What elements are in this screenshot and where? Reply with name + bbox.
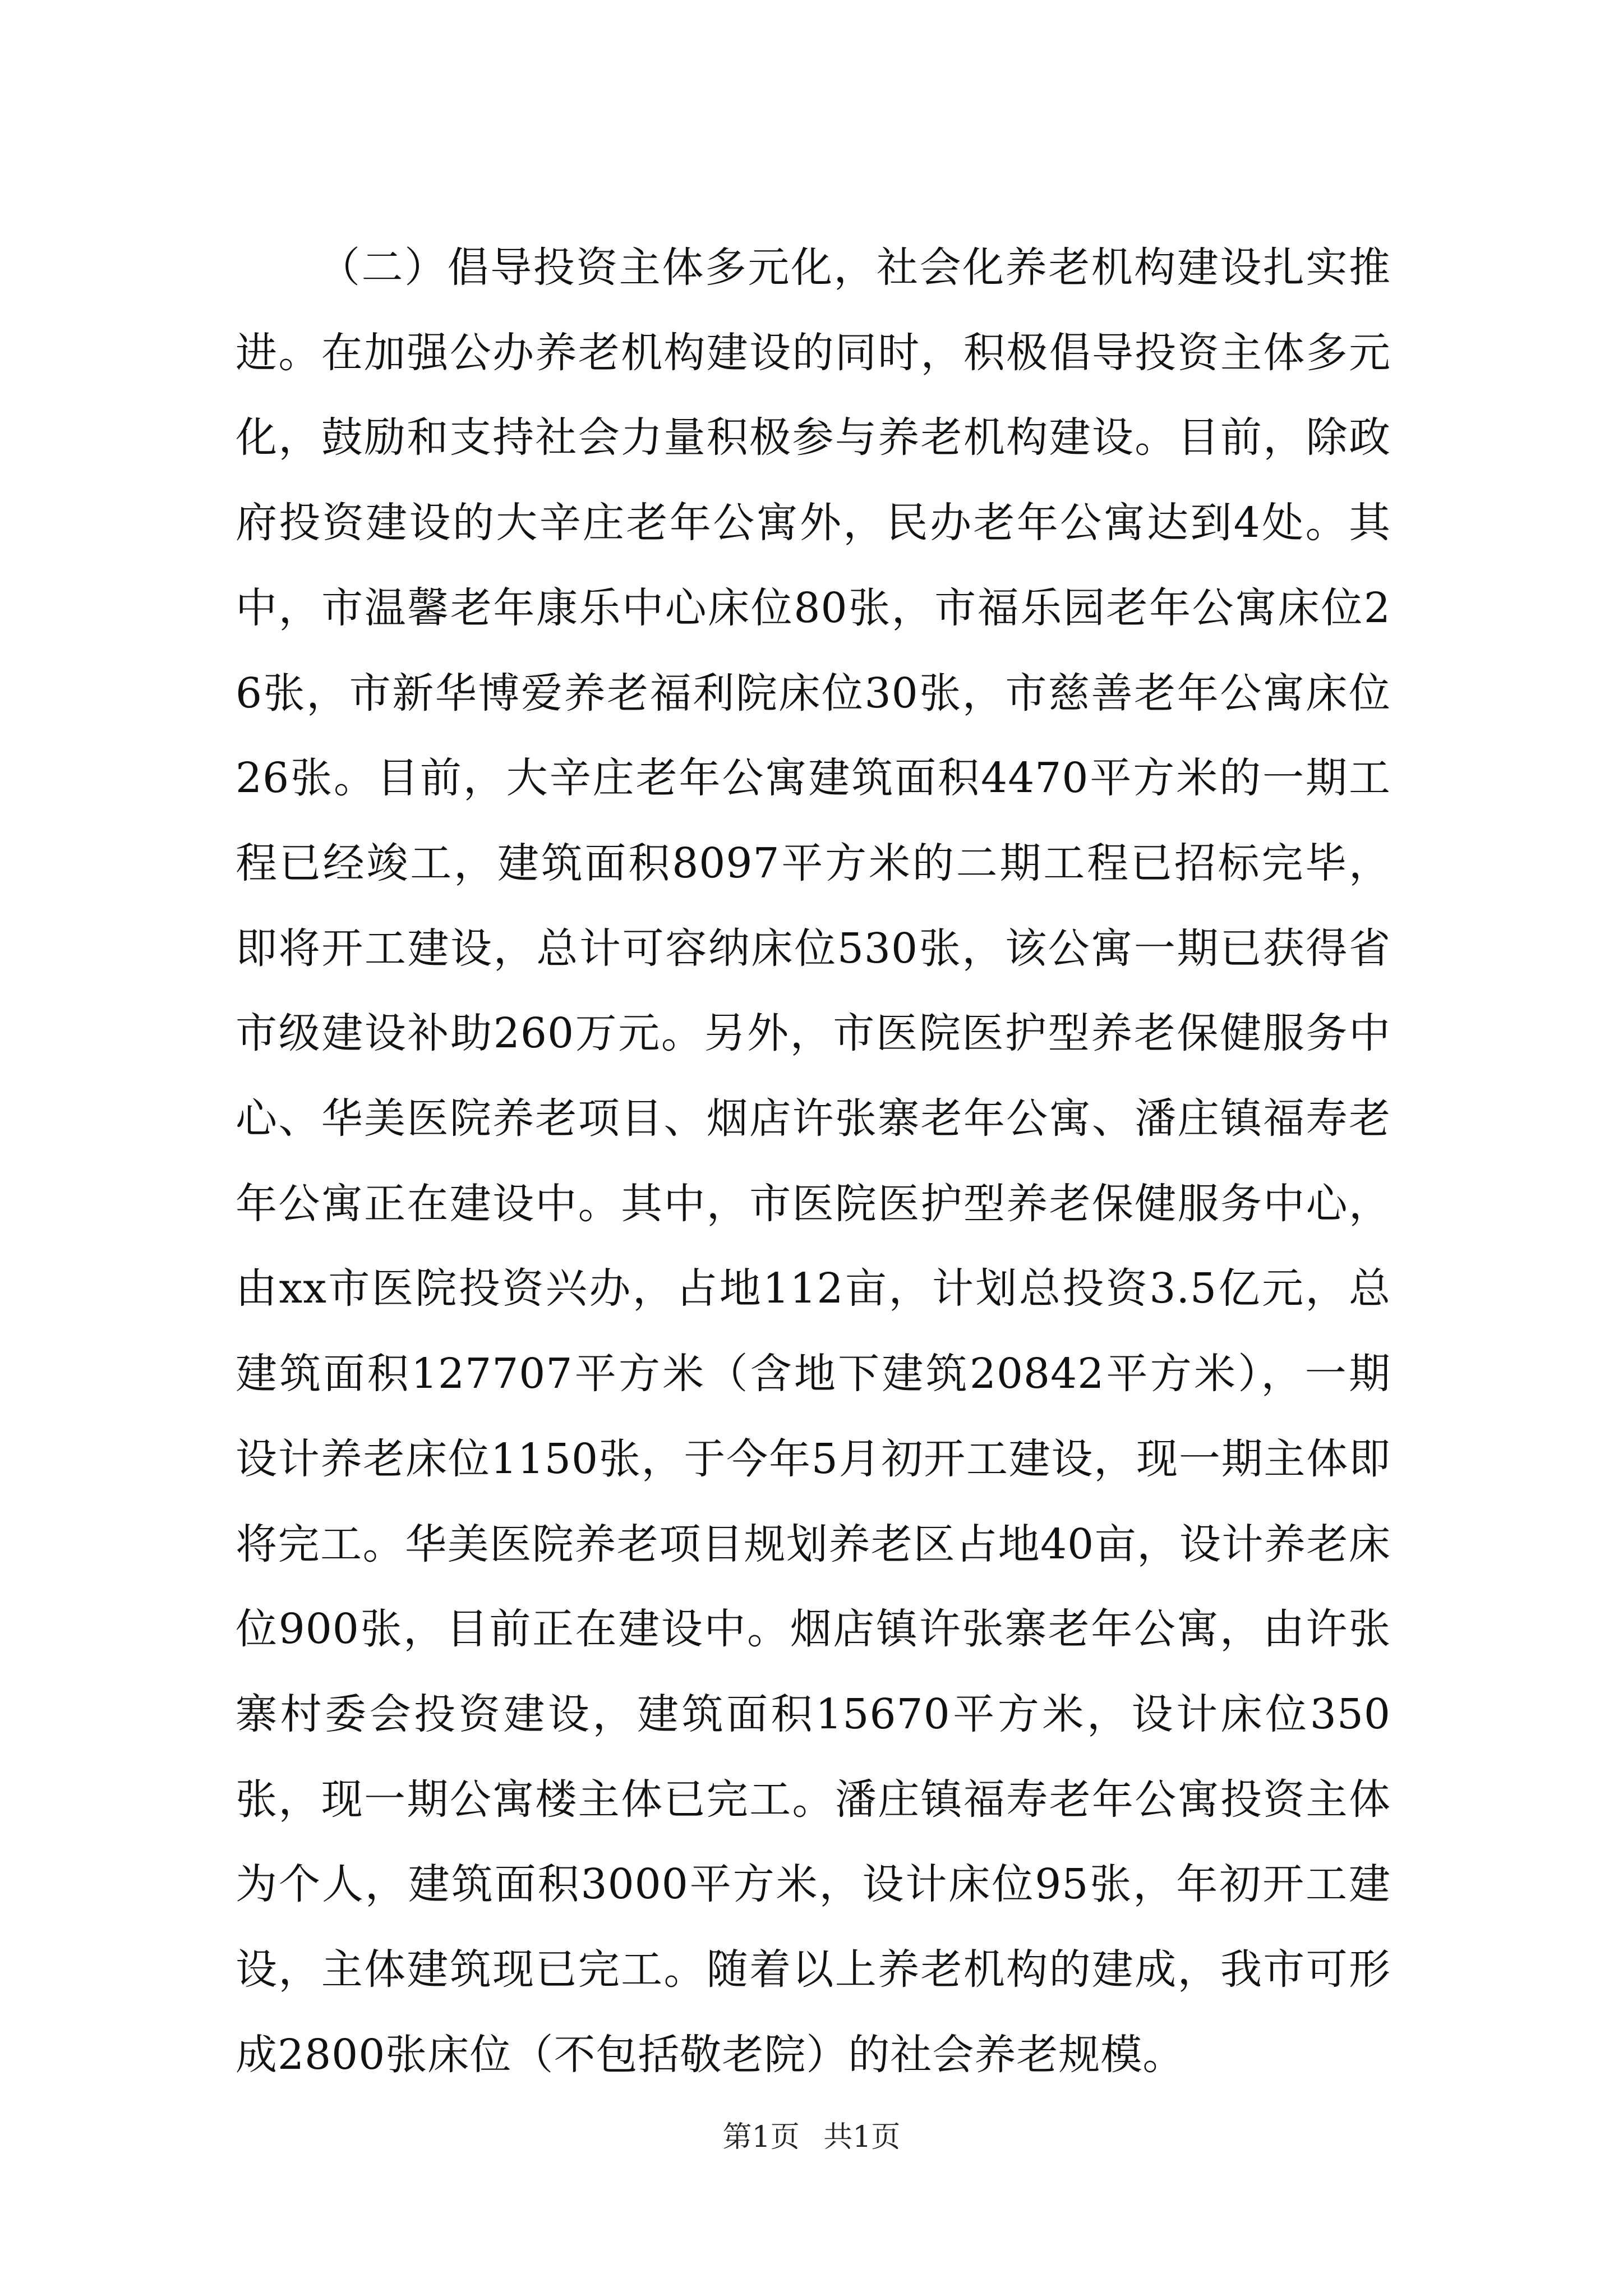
body-paragraph: （二）倡导投资主体多元化，社会化养老机构建设扎实推进。在加强公办养老机构建设的同时，积极倡导投资主体多元化，鼓励和支持社会力量积极参与养老机构建设。目前，除政府投资建设的大辛庄老年公寓外，民办老年公寓达到4处。其中，市温馨老年康乐中心床位80张，市福乐园老年公寓床位26张，市新华博爱养老福利院床位30张，市慈善老年公寓床位26张。目前，大辛庄老年公寓建筑面积4470平方米的一期工程已经竣工，建筑面积8097平方米的二期工程已招标完毕，即将开工建设，总计可容纳床位530张，该公寓一期已获得省市级建设补助260万元。另外，市医院医护型养老保健服务中心、华美医院养老项目、烟店许张寨老年公寓、潘庄镇福寿老年公寓正在建设中。其中，市医院医护型养老保健服务中心，由xx市医院投资兴办，占地112亩，计划总投资3.5亿元，总建筑面积127707平方米（含地下建筑20842平方米），一期设计养老床位1150张，于今年5月初开工建设，现一期主体即将完工。华美医院养老项目规划养老区占地40亩，设计养老床位900张，目前正在建设中。烟店镇许张寨老年公寓，由许张寨村委会投资建设，建筑面积15670平方米，设计床位350张，现一期公寓楼主体已完工。潘庄镇福寿老年公寓投资主体为个人，建筑面积3000平方米，设计床位95张，年初开工建设，主体建筑现已完工。随着以上养老机构的建成，我市可形成2800张床位（不包括敬老院）的社会养老规模。	[236, 243, 1391, 2079]
page-total: 共1页	[823, 2120, 901, 2154]
page-footer	[0, 2118, 1623, 2157]
page-number: 第1页	[722, 2120, 800, 2154]
